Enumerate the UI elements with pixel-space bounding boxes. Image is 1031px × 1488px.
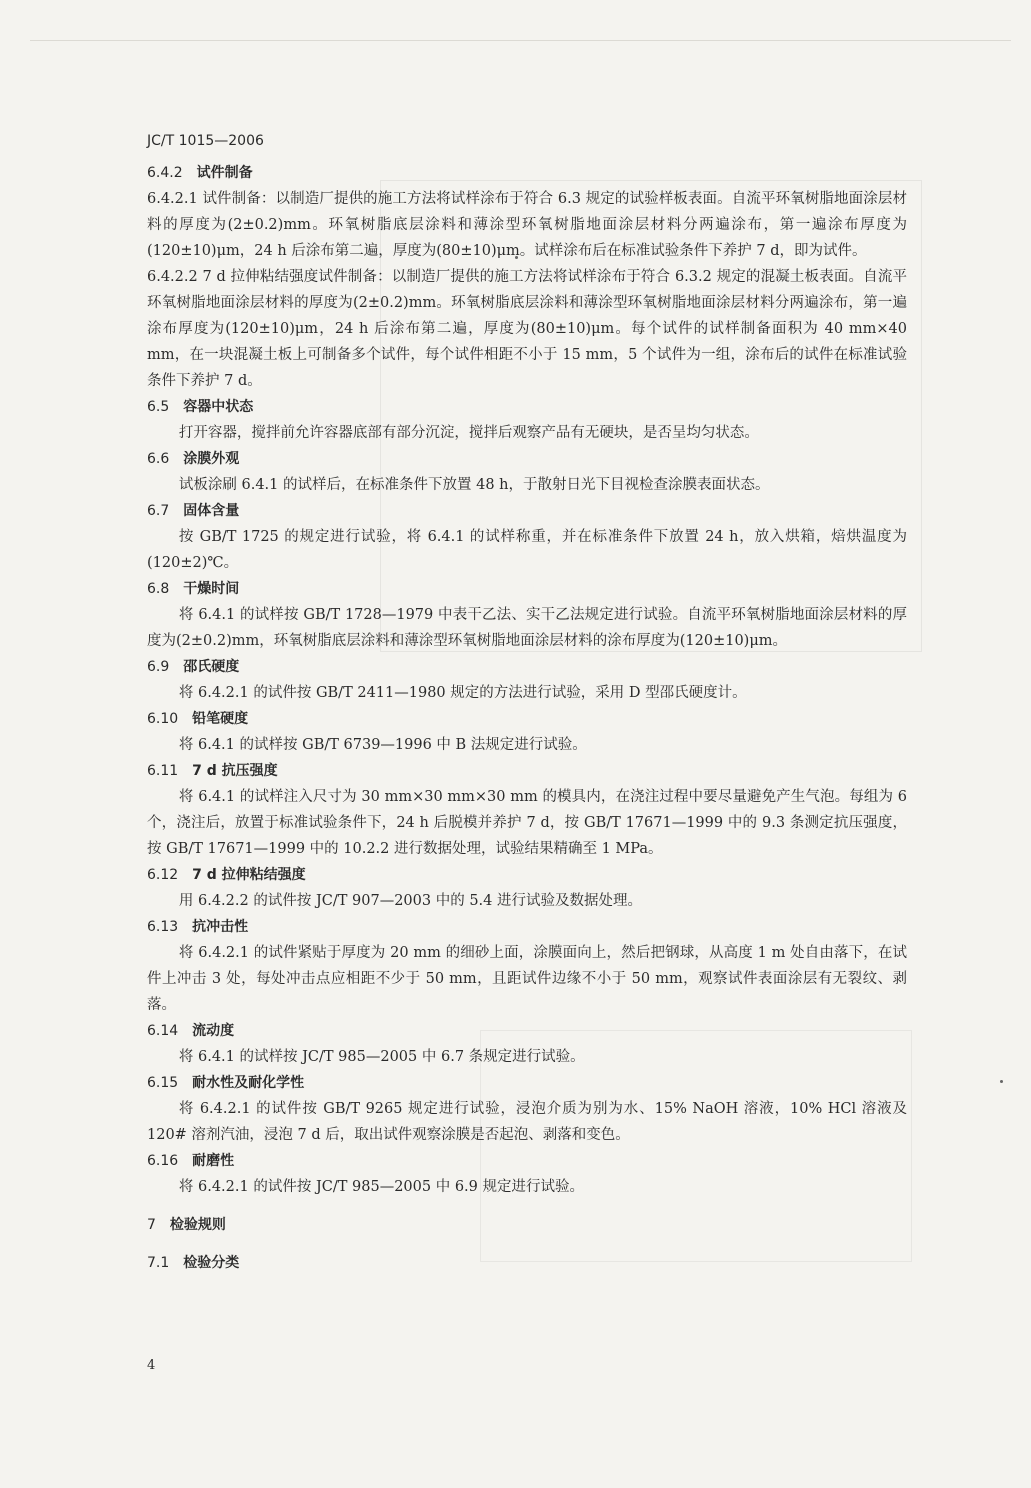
section-heading: [147, 1212, 907, 1238]
section-title: 铅笔硬度: [192, 711, 249, 727]
section-number: 7.1: [147, 1255, 170, 1271]
section-number: 6.15: [147, 1075, 179, 1091]
section-heading: [147, 654, 907, 680]
section-heading: [147, 914, 907, 940]
section-number: 6.6: [147, 451, 170, 467]
section-gap: [147, 1238, 907, 1250]
section-number: 6.11: [147, 763, 179, 779]
paragraph: 按 GB/T 1725 的规定进行试验，将 6.4.1 的试样称重，并在标准条件下放置 24 h，放入烘箱，焙烘温度为(120±2)℃。: [147, 529, 907, 571]
paragraph: 将 6.4.2.1 的试件紧贴于厚度为 20 mm 的细砂上面，涂膜面向上，然后把钢球，从高度 1 m 处自由落下，在试件上冲击 3 处，每处冲击点应相距不少于 50 mm，且距试件边缘不小于 50 mm，观察试件表面涂层有无裂纹、剥落。: [147, 945, 907, 1013]
section-heading: [147, 758, 907, 784]
section-heading: [147, 498, 907, 524]
paragraph: 将 6.4.1 的试样按 GB/T 1728—1979 中表干乙法、实干乙法规定进行试验。自流平环氧树脂地面涂层材料的厚度为(2±0.2)mm，环氧树脂底层涂料和薄涂型环氧树脂地面涂层材料的涂布厚度为(120±10)μm。: [147, 607, 907, 649]
section-number: 6.4.2: [147, 165, 183, 181]
section-title: 耐水性及耐化学性: [192, 1075, 305, 1091]
section-title: 7 d 拉伸粘结强度: [192, 867, 306, 883]
section-heading: [147, 706, 907, 732]
paragraph: 将 6.4.2.1 的试件按 GB/T 2411—1980 规定的方法进行试验，采用 D 型邵氏硬度计。: [178, 685, 747, 701]
section-heading: [147, 160, 907, 186]
document-body: [147, 128, 907, 1276]
section-title: 检验分类: [183, 1255, 240, 1271]
paragraph: 6.4.2.2 7 d 拉伸粘结强度试件制备：以制造厂提供的施工方法将试样涂布于符合 6.3.2 规定的混凝土板表面。自流平环氧树脂地面涂层材料的厚度为(2±0.2)mm。环氧树脂底层涂料和薄涂型环氧树脂地面涂层材料分两遍涂布，第一遍涂布厚度为(120±10)μm，24 h 后涂布第二遍，厚度为(80±10)μm。每个试件的试样制备面积为 40 mm×40 mm，在一块混凝土板上可制备多个试件，每个试件相距不小于 15 mm，5 个试件为一组，涂布后的试件在标准试验条件下养护 7 d。: [147, 269, 907, 389]
section-title: 容器中状态: [183, 399, 254, 415]
scan-edge-line: [30, 40, 1011, 41]
section-heading: [147, 862, 907, 888]
section-number: 6.14: [147, 1023, 179, 1039]
paragraph: 将 6.4.2.1 的试件按 GB/T 9265 规定进行试验，浸泡介质为别为水、15% NaOH 溶液，10% HCl 溶液及 120# 溶剂汽油，浸泡 7 d 后，取出试件观察涂膜是否起泡、剥落和变色。: [147, 1101, 907, 1143]
section-heading: [147, 1070, 907, 1096]
paragraph: 6.4.2.1 试件制备：以制造厂提供的施工方法将试样涂布于符合 6.3 规定的试验样板表面。自流平环氧树脂地面涂层材料的厚度为(2±0.2)mm。环氧树脂底层涂料和薄涂型环氧树脂地面涂层材料分两遍涂布，第一遍涂布厚度为(120±10)μm，24 h 后涂布第二遍，厚度为(80±10)μm。试样涂布后在标准试验条件下养护 7 d，即为试件。: [147, 191, 907, 259]
section-gap: [147, 1200, 907, 1212]
section-title: 涂膜外观: [183, 451, 240, 467]
section-title: 检验规则: [169, 1217, 226, 1233]
speck: [1000, 1080, 1003, 1083]
section-number: 6.12: [147, 867, 179, 883]
document-id: JC/T 1015—2006: [147, 133, 264, 149]
paragraph: 试板涂刷 6.4.1 的试样后，在标准条件下放置 48 h，于散射日光下目视检查涂膜表面状态。: [178, 477, 770, 493]
section-heading: [147, 394, 907, 420]
section-title: 抗冲击性: [192, 919, 249, 935]
section-number: 6.16: [147, 1153, 179, 1169]
section-heading: [147, 1250, 907, 1276]
section-title: 7 d 抗压强度: [192, 763, 278, 779]
section-heading: [147, 446, 907, 472]
paragraph: 将 6.4.1 的试样按 JC/T 985—2005 中 6.7 条规定进行试验。: [178, 1049, 585, 1065]
paragraph: 打开容器，搅拌前允许容器底部有部分沉淀，搅拌后观察产品有无硬块，是否呈均匀状态。: [178, 425, 759, 441]
section-number: 6.9: [147, 659, 170, 675]
paragraph: 将 6.4.1 的试样注入尺寸为 30 mm×30 mm×30 mm 的模具内，在浇注过程中要尽量避免产生气泡。每组为 6 个，浇注后，放置于标准试验条件下，24 h 后脱模并养护 7 d，按 GB/T 17671—1999 中的 9.3 条测定抗压强度，按 GB/T 17671—1999 中的 10.2.2 进行数据处理，试验结果精确至 1 MPa。: [147, 789, 907, 857]
section-number: 6.13: [147, 919, 179, 935]
paragraph: 将 6.4.1 的试样按 GB/T 6739—1996 中 B 法规定进行试验。: [178, 737, 587, 753]
section-heading: [147, 1148, 907, 1174]
section-number: 7: [147, 1217, 156, 1233]
paragraph: 将 6.4.2.1 的试件按 JC/T 985—2005 中 6.9 规定进行试验。: [178, 1179, 584, 1195]
section-title: 干燥时间: [183, 581, 240, 597]
section-heading: [147, 576, 907, 602]
section-title: 流动度: [192, 1023, 235, 1039]
section-number: 6.7: [147, 503, 170, 519]
section-number: 6.8: [147, 581, 170, 597]
section-heading: [147, 1018, 907, 1044]
paragraph: 用 6.4.2.2 的试件按 JC/T 907—2003 中的 5.4 进行试验及数据处理。: [178, 893, 642, 909]
section-number: 6.10: [147, 711, 179, 727]
section-title: 邵氏硬度: [183, 659, 240, 675]
page-number: 4: [147, 1358, 156, 1373]
section-number: 6.5: [147, 399, 170, 415]
section-title: 试件制备: [196, 165, 253, 181]
section-title: 耐磨性: [192, 1153, 235, 1169]
section-title: 固体含量: [183, 503, 240, 519]
